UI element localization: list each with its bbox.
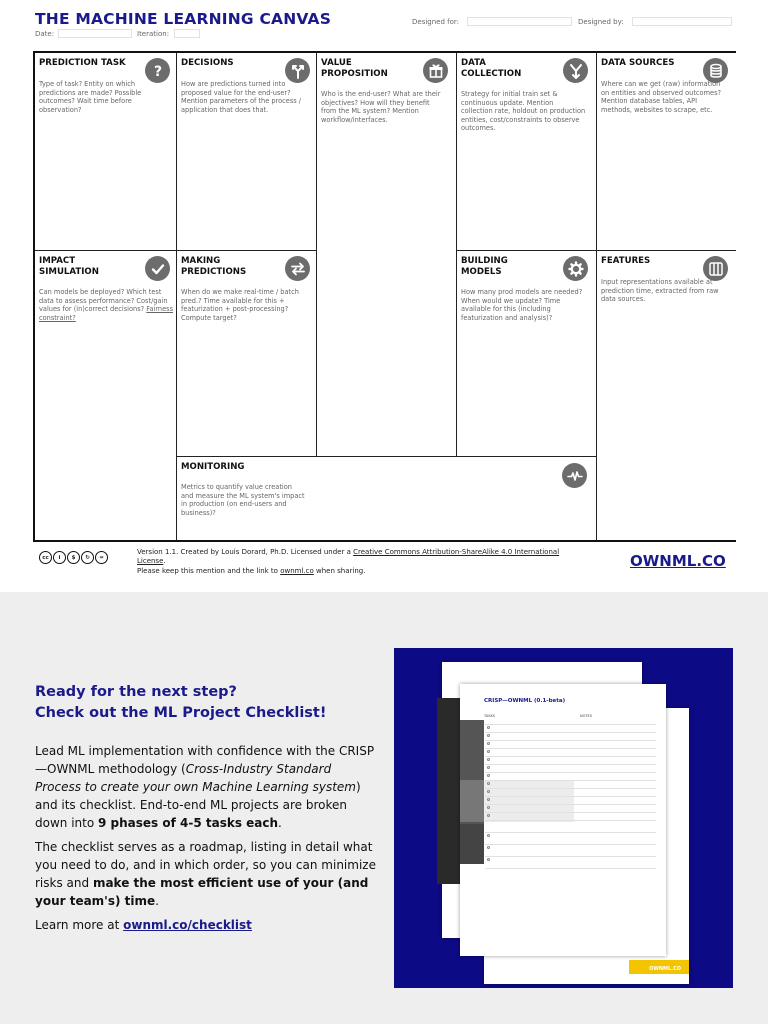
- data-collection-desc: Strategy for initial train set & continuous update. Mention collection rate, holdout on production entities, cost/constraints to observe outcomes.: [461, 90, 586, 133]
- gear-icon: [563, 256, 588, 281]
- ownml-logo-link[interactable]: OWNML.CO: [630, 552, 726, 570]
- data-collection-cell: [457, 53, 597, 251]
- license-link[interactable]: Creative Commons Attribution-ShareAlike 4.0 International License: [137, 548, 560, 566]
- license-text: Version 1.1. Created by Louis Dorard, Ph.D. Licensed under a Creative Commons Attribution-ShareAlike 4.0 International License. Please keep this mention and the link to ownml.co when sharing.: [137, 548, 560, 575]
- prediction-task-title: PREDICTION TASK: [39, 58, 126, 68]
- cc-license-icons[interactable]: [39, 551, 108, 564]
- pulse-icon: [562, 463, 587, 488]
- data-sources-desc: Where can we get (raw) information on entities and observed outcomes? Mention database tables, API methods, websites to scrape, etc.: [601, 80, 722, 114]
- value-proposition-desc: Who is the end-user? What are their objectives? How will they benefit from the ML system? Mention workflow/interfaces.: [321, 90, 441, 124]
- shaded-rows: [484, 780, 574, 822]
- data-sources-cell: [597, 53, 736, 251]
- date-label: Date:: [35, 30, 55, 38]
- canvas-title: THE MACHINE LEARNING CANVAS: [35, 10, 332, 28]
- check-icon: [145, 256, 170, 281]
- designed-for-label: Designed for:: [412, 18, 460, 26]
- date-field[interactable]: [58, 29, 132, 38]
- prediction-task-desc: Type of task? Entity on which predictions are made? Possible outcomes? Wait time before observation?: [39, 80, 142, 114]
- impact-simulation-desc: Can models be deployed? Which test data to assess performance? Cost/gain values for (in)correct decisions? Fairness constraint?: [39, 288, 174, 322]
- iteration-field[interactable]: [174, 29, 200, 38]
- features-cell: [597, 251, 736, 540]
- promo-paragraph-2: The checklist serves as a roadmap, listing in detail what you need to do, and in which order, so you can minimize risks and make the most efficient use of your (and your team's) time.: [35, 840, 376, 908]
- prediction-task-cell: [35, 53, 177, 251]
- svg-text:?: ?: [153, 63, 162, 79]
- making-predictions-title: MAKING PREDICTIONS: [181, 256, 247, 277]
- corner-logo: OWNML.CO: [649, 966, 681, 972]
- decisions-cell: [177, 53, 317, 251]
- designed-by-field[interactable]: [632, 17, 732, 26]
- checklist-link[interactable]: ownml.co/checklist: [123, 918, 252, 932]
- value-proposition-title: VALUE PROPOSITION: [321, 58, 388, 79]
- decisions-title: DECISIONS: [181, 58, 234, 68]
- building-models-desc: How many prod models are needed? When would we update? Time available for this (including featurization and analysis)?: [461, 288, 583, 322]
- features-title: FEATURES: [601, 256, 651, 266]
- making-predictions-cell: [177, 251, 317, 457]
- checklist-promo-section: [0, 592, 768, 1024]
- merge-arrow-icon: [563, 58, 588, 83]
- designed-for-field[interactable]: [467, 17, 572, 26]
- decisions-desc: How are predictions turned into proposed value for the end-user? Mention parameters of the process / application that does that.: [181, 80, 302, 114]
- doc-title: CRISP—OWNML (0.1-beta): [484, 698, 566, 704]
- col-notes: NOTES: [580, 714, 592, 718]
- value-proposition-cell: [317, 53, 457, 457]
- monitoring-desc: Metrics to quantify value creation and measure the ML system's impact in production (on end-users and business)?: [181, 483, 305, 517]
- monitoring-title: MONITORING: [181, 462, 245, 472]
- gift-icon: [423, 58, 448, 83]
- cc-sa-icon: ↻: [81, 551, 94, 564]
- data-sources-title: DATA SOURCES: [601, 58, 675, 68]
- license-footer: [39, 548, 579, 581]
- checklist-preview-image[interactable]: [394, 648, 733, 988]
- canvas-grid: [33, 51, 736, 542]
- cc-icon: cc: [39, 551, 52, 564]
- swap-arrows-icon: [285, 256, 310, 281]
- promo-heading: Ready for the next step? Check out the ML Project Checklist!: [35, 684, 327, 722]
- col-tasks: TASKS: [484, 714, 495, 718]
- promo-paragraph-3: Learn more at ownml.co/checklist: [35, 918, 252, 932]
- fairness-constraint-link[interactable]: Fairness constraint?: [39, 305, 174, 322]
- building-models-title: BUILDING MODELS: [461, 256, 508, 277]
- making-predictions-desc: When do we make real-time / batch pred.? Time available for this + featurization + post-processing? Compute target?: [181, 288, 299, 322]
- impact-simulation-cell: [35, 251, 177, 540]
- cc-nc-icon: $: [67, 551, 80, 564]
- phase-block-mid: [460, 780, 484, 822]
- iteration-label: Iteration:: [137, 30, 170, 38]
- building-models-cell: [457, 251, 597, 457]
- ownml-mention-link[interactable]: ownml.co: [280, 566, 314, 575]
- phase-block-low: [460, 824, 484, 864]
- promo-paragraph-1: Lead ML implementation with confidence with the CRISP—OWNML methodology (Cross-Industry Standard Process to create your own Machine Learning system) and its checklist. End-to-end ML projects are broken down into 9 phases of 4-5 tasks each.: [35, 744, 375, 830]
- designed-by-label: Designed by:: [578, 18, 624, 26]
- cc-by-icon: i: [53, 551, 66, 564]
- cc-nd-icon: =: [95, 551, 108, 564]
- impact-simulation-title: IMPACT SIMULATION: [39, 256, 99, 277]
- features-desc: Input representations available at prediction time, extracted from raw data sources.: [601, 278, 719, 304]
- monitoring-cell: [177, 457, 597, 540]
- front-sheet: [460, 684, 666, 956]
- data-collection-title: DATA COLLECTION: [461, 58, 522, 79]
